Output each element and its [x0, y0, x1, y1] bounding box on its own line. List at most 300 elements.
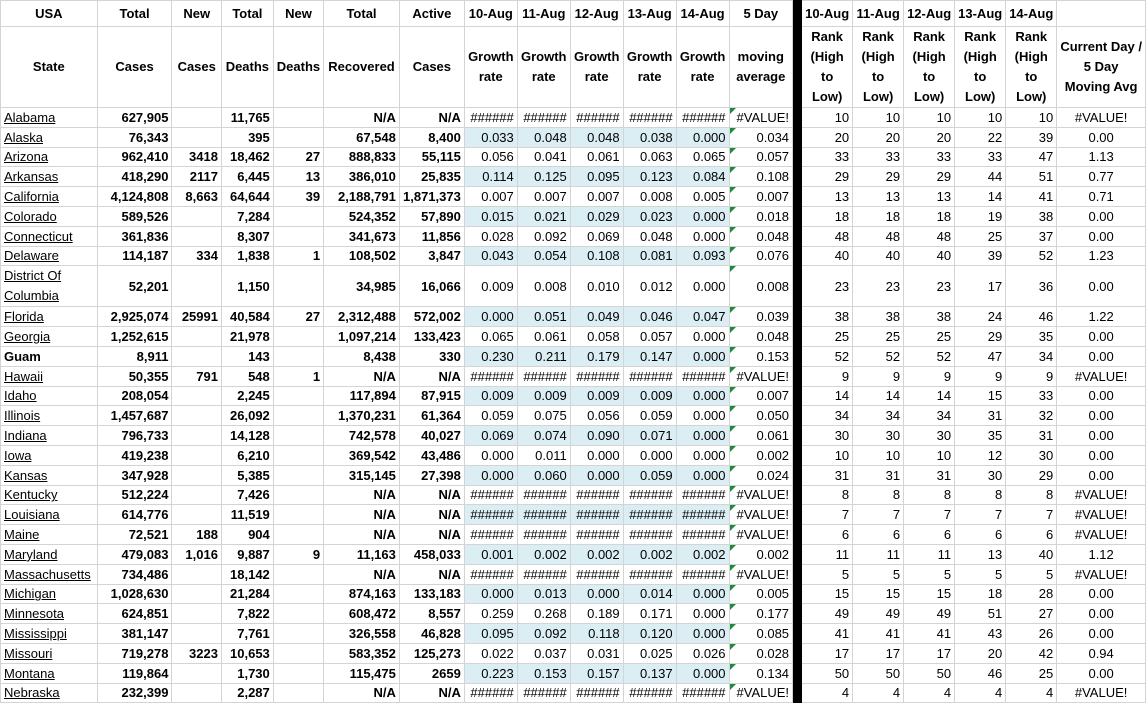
moving-average-cell[interactable]: 0.153: [729, 346, 793, 366]
state-link[interactable]: Delaware: [1, 246, 98, 266]
growth-rate-cell[interactable]: 0.037: [517, 643, 570, 663]
recovered-cell[interactable]: 369,542: [324, 445, 400, 465]
growth-rate-cell[interactable]: 0.029: [570, 206, 623, 226]
growth-rate-cell[interactable]: ######: [570, 108, 623, 128]
growth-rate-cell[interactable]: 0.000: [676, 604, 729, 624]
state-link[interactable]: Arizona: [1, 147, 98, 167]
new-cases-cell[interactable]: 791: [172, 366, 222, 386]
rank-cell[interactable]: 25: [904, 327, 955, 347]
new-cases-cell[interactable]: [172, 226, 222, 246]
header-cell[interactable]: 12-Aug: [904, 1, 955, 27]
rank-cell[interactable]: 29: [904, 167, 955, 187]
growth-rate-cell[interactable]: 0.179: [570, 346, 623, 366]
growth-rate-cell[interactable]: 0.000: [570, 445, 623, 465]
current-day-ratio-cell[interactable]: 0.00: [1057, 584, 1146, 604]
growth-rate-cell[interactable]: 0.069: [570, 226, 623, 246]
rank-cell[interactable]: 27: [1006, 604, 1057, 624]
rank-cell[interactable]: 52: [904, 346, 955, 366]
new-cases-cell[interactable]: 2117: [172, 167, 222, 187]
current-day-ratio-cell[interactable]: #VALUE!: [1057, 485, 1146, 505]
rank-cell[interactable]: 47: [955, 346, 1006, 366]
current-day-ratio-cell[interactable]: 0.71: [1057, 187, 1146, 207]
rank-cell[interactable]: 25: [955, 226, 1006, 246]
active-cases-cell[interactable]: N/A: [399, 485, 464, 505]
growth-rate-cell[interactable]: 0.025: [623, 643, 676, 663]
new-deaths-cell[interactable]: [273, 525, 323, 545]
current-day-ratio-cell[interactable]: #VALUE!: [1057, 525, 1146, 545]
growth-rate-cell[interactable]: 0.118: [570, 624, 623, 644]
header-cell[interactable]: 11-Aug: [517, 1, 570, 27]
growth-rate-cell[interactable]: ######: [623, 683, 676, 703]
new-deaths-cell[interactable]: [273, 465, 323, 485]
recovered-cell[interactable]: 1,370,231: [324, 406, 400, 426]
growth-rate-cell[interactable]: ######: [517, 485, 570, 505]
total-deaths-cell[interactable]: 26,092: [221, 406, 273, 426]
rank-cell[interactable]: 33: [1006, 386, 1057, 406]
header-cell[interactable]: Active: [399, 1, 464, 27]
rank-cell[interactable]: 48: [802, 226, 853, 246]
active-cases-cell[interactable]: 27,398: [399, 465, 464, 485]
rank-cell[interactable]: 35: [955, 426, 1006, 446]
growth-rate-cell[interactable]: ######: [570, 366, 623, 386]
growth-rate-cell[interactable]: 0.000: [676, 426, 729, 446]
rank-cell[interactable]: 52: [1006, 246, 1057, 266]
total-deaths-cell[interactable]: 2,245: [221, 386, 273, 406]
new-cases-cell[interactable]: [172, 406, 222, 426]
rank-cell[interactable]: 4: [955, 683, 1006, 703]
recovered-cell[interactable]: 67,548: [324, 127, 400, 147]
growth-rate-cell[interactable]: 0.015: [464, 206, 517, 226]
rank-cell[interactable]: 17: [904, 643, 955, 663]
active-cases-cell[interactable]: N/A: [399, 564, 464, 584]
recovered-cell[interactable]: 2,188,791: [324, 187, 400, 207]
growth-rate-cell[interactable]: ######: [517, 564, 570, 584]
growth-rate-cell[interactable]: 0.059: [464, 406, 517, 426]
growth-rate-cell[interactable]: ######: [623, 108, 676, 128]
total-cases-cell[interactable]: 962,410: [97, 147, 172, 167]
total-deaths-cell[interactable]: 18,142: [221, 564, 273, 584]
rank-cell[interactable]: 7: [955, 505, 1006, 525]
rank-cell[interactable]: 47: [1006, 147, 1057, 167]
growth-rate-cell[interactable]: 0.075: [517, 406, 570, 426]
growth-rate-cell[interactable]: ######: [517, 505, 570, 525]
rank-cell[interactable]: 20: [802, 127, 853, 147]
active-cases-cell[interactable]: 330: [399, 346, 464, 366]
rank-cell[interactable]: 41: [802, 624, 853, 644]
growth-rate-cell[interactable]: 0.000: [676, 206, 729, 226]
rank-cell[interactable]: 15: [802, 584, 853, 604]
rank-cell[interactable]: 17: [802, 643, 853, 663]
recovered-cell[interactable]: 11,163: [324, 544, 400, 564]
growth-rate-cell[interactable]: 0.056: [570, 406, 623, 426]
rank-cell[interactable]: 40: [853, 246, 904, 266]
active-cases-cell[interactable]: 133,183: [399, 584, 464, 604]
recovered-cell[interactable]: 386,010: [324, 167, 400, 187]
growth-rate-cell[interactable]: 0.046: [623, 307, 676, 327]
total-deaths-cell[interactable]: 904: [221, 525, 273, 545]
rank-cell[interactable]: 5: [853, 564, 904, 584]
new-deaths-cell[interactable]: 13: [273, 167, 323, 187]
growth-rate-cell[interactable]: 0.051: [517, 307, 570, 327]
growth-rate-cell[interactable]: ######: [623, 564, 676, 584]
rank-cell[interactable]: 52: [853, 346, 904, 366]
new-cases-cell[interactable]: 3223: [172, 643, 222, 663]
rank-cell[interactable]: 48: [904, 226, 955, 246]
new-cases-cell[interactable]: [172, 663, 222, 683]
rank-cell[interactable]: 14: [955, 187, 1006, 207]
growth-rate-cell[interactable]: 0.059: [623, 465, 676, 485]
rank-cell[interactable]: 33: [955, 147, 1006, 167]
new-deaths-cell[interactable]: 9: [273, 544, 323, 564]
growth-rate-cell[interactable]: 0.147: [623, 346, 676, 366]
rank-cell[interactable]: 8: [904, 485, 955, 505]
rank-cell[interactable]: 8: [802, 485, 853, 505]
rank-cell[interactable]: 18: [904, 206, 955, 226]
new-deaths-cell[interactable]: 39: [273, 187, 323, 207]
total-cases-cell[interactable]: 627,905: [97, 108, 172, 128]
total-cases-cell[interactable]: 796,733: [97, 426, 172, 446]
growth-rate-cell[interactable]: 0.049: [570, 307, 623, 327]
rank-cell[interactable]: 34: [904, 406, 955, 426]
new-cases-cell[interactable]: 3418: [172, 147, 222, 167]
current-day-ratio-cell[interactable]: 0.94: [1057, 643, 1146, 663]
new-cases-cell[interactable]: [172, 206, 222, 226]
growth-rate-cell[interactable]: 0.031: [570, 643, 623, 663]
current-day-ratio-cell[interactable]: 0.00: [1057, 624, 1146, 644]
growth-rate-cell[interactable]: ######: [517, 683, 570, 703]
header-cell[interactable]: Deaths: [221, 27, 273, 108]
moving-average-cell[interactable]: 0.005: [729, 584, 793, 604]
current-day-ratio-cell[interactable]: 0.00: [1057, 346, 1146, 366]
rank-cell[interactable]: 41: [853, 624, 904, 644]
rank-cell[interactable]: 10: [1006, 108, 1057, 128]
rank-cell[interactable]: 41: [1006, 187, 1057, 207]
current-day-ratio-cell[interactable]: #VALUE!: [1057, 564, 1146, 584]
recovered-cell[interactable]: 115,475: [324, 663, 400, 683]
current-day-ratio-cell[interactable]: 0.00: [1057, 386, 1146, 406]
total-cases-cell[interactable]: 624,851: [97, 604, 172, 624]
growth-rate-cell[interactable]: 0.061: [517, 327, 570, 347]
active-cases-cell[interactable]: 25,835: [399, 167, 464, 187]
recovered-cell[interactable]: 108,502: [324, 246, 400, 266]
rank-cell[interactable]: 34: [853, 406, 904, 426]
growth-rate-cell[interactable]: 0.009: [623, 386, 676, 406]
state-link[interactable]: Louisiana: [1, 505, 98, 525]
total-cases-cell[interactable]: 72,521: [97, 525, 172, 545]
new-cases-cell[interactable]: [172, 386, 222, 406]
moving-average-cell[interactable]: 0.076: [729, 246, 793, 266]
rank-cell[interactable]: 12: [955, 445, 1006, 465]
active-cases-cell[interactable]: 133,423: [399, 327, 464, 347]
total-cases-cell[interactable]: 208,054: [97, 386, 172, 406]
rank-cell[interactable]: 23: [853, 266, 904, 307]
rank-cell[interactable]: 31: [853, 465, 904, 485]
growth-rate-cell[interactable]: ######: [623, 366, 676, 386]
state-link[interactable]: Indiana: [1, 426, 98, 446]
header-cell[interactable]: Growth rate: [570, 27, 623, 108]
growth-rate-cell[interactable]: 0.023: [623, 206, 676, 226]
growth-rate-cell[interactable]: 0.095: [570, 167, 623, 187]
growth-rate-cell[interactable]: ######: [623, 525, 676, 545]
total-cases-cell[interactable]: 1,252,615: [97, 327, 172, 347]
moving-average-cell[interactable]: 0.177: [729, 604, 793, 624]
moving-average-cell[interactable]: 0.007: [729, 386, 793, 406]
total-deaths-cell[interactable]: 6,445: [221, 167, 273, 187]
rank-cell[interactable]: 7: [802, 505, 853, 525]
rank-cell[interactable]: 31: [802, 465, 853, 485]
rank-cell[interactable]: 51: [955, 604, 1006, 624]
rank-cell[interactable]: 30: [904, 426, 955, 446]
rank-cell[interactable]: 38: [904, 307, 955, 327]
growth-rate-cell[interactable]: 0.008: [517, 266, 570, 307]
moving-average-cell[interactable]: #VALUE!: [729, 366, 793, 386]
total-deaths-cell[interactable]: 64,644: [221, 187, 273, 207]
total-deaths-cell[interactable]: 548: [221, 366, 273, 386]
total-cases-cell[interactable]: 1,457,687: [97, 406, 172, 426]
growth-rate-cell[interactable]: 0.095: [464, 624, 517, 644]
new-deaths-cell[interactable]: [273, 127, 323, 147]
rank-cell[interactable]: 9: [955, 366, 1006, 386]
rank-cell[interactable]: 34: [802, 406, 853, 426]
rank-cell[interactable]: 30: [853, 426, 904, 446]
moving-average-cell[interactable]: 0.002: [729, 544, 793, 564]
rank-cell[interactable]: 30: [802, 426, 853, 446]
recovered-cell[interactable]: 1,097,214: [324, 327, 400, 347]
recovered-cell[interactable]: N/A: [324, 564, 400, 584]
recovered-cell[interactable]: N/A: [324, 505, 400, 525]
rank-cell[interactable]: 13: [853, 187, 904, 207]
growth-rate-cell[interactable]: ######: [570, 505, 623, 525]
header-cell[interactable]: 13-Aug: [623, 1, 676, 27]
header-cell[interactable]: USA: [1, 1, 98, 27]
recovered-cell[interactable]: 117,894: [324, 386, 400, 406]
new-deaths-cell[interactable]: [273, 266, 323, 307]
header-cell[interactable]: Cases: [97, 27, 172, 108]
total-cases-cell[interactable]: 4,124,808: [97, 187, 172, 207]
growth-rate-cell[interactable]: 0.048: [570, 127, 623, 147]
growth-rate-cell[interactable]: 0.011: [517, 445, 570, 465]
header-cell[interactable]: New: [172, 1, 222, 27]
rank-cell[interactable]: 29: [955, 327, 1006, 347]
active-cases-cell[interactable]: 43,486: [399, 445, 464, 465]
moving-average-cell[interactable]: #VALUE!: [729, 564, 793, 584]
rank-cell[interactable]: 9: [802, 366, 853, 386]
rank-cell[interactable]: 4: [802, 683, 853, 703]
recovered-cell[interactable]: 524,352: [324, 206, 400, 226]
active-cases-cell[interactable]: 87,915: [399, 386, 464, 406]
rank-cell[interactable]: 10: [904, 445, 955, 465]
total-deaths-cell[interactable]: 7,761: [221, 624, 273, 644]
current-day-ratio-cell[interactable]: #VALUE!: [1057, 505, 1146, 525]
header-cell[interactable]: 14-Aug: [1006, 1, 1057, 27]
total-cases-cell[interactable]: 361,836: [97, 226, 172, 246]
growth-rate-cell[interactable]: 0.057: [623, 327, 676, 347]
total-cases-cell[interactable]: 381,147: [97, 624, 172, 644]
rank-cell[interactable]: 52: [802, 346, 853, 366]
new-deaths-cell[interactable]: [273, 485, 323, 505]
total-deaths-cell[interactable]: 395: [221, 127, 273, 147]
new-deaths-cell[interactable]: [273, 406, 323, 426]
rank-cell[interactable]: 39: [1006, 127, 1057, 147]
growth-rate-cell[interactable]: 0.000: [464, 465, 517, 485]
total-deaths-cell[interactable]: 40,584: [221, 307, 273, 327]
rank-cell[interactable]: 33: [904, 147, 955, 167]
moving-average-cell[interactable]: 0.024: [729, 465, 793, 485]
rank-cell[interactable]: 7: [853, 505, 904, 525]
rank-cell[interactable]: 9: [1006, 366, 1057, 386]
recovered-cell[interactable]: N/A: [324, 366, 400, 386]
moving-average-cell[interactable]: 0.057: [729, 147, 793, 167]
rank-cell[interactable]: 49: [904, 604, 955, 624]
header-cell[interactable]: 14-Aug: [676, 1, 729, 27]
current-day-ratio-cell[interactable]: 0.77: [1057, 167, 1146, 187]
new-cases-cell[interactable]: [172, 505, 222, 525]
growth-rate-cell[interactable]: 0.000: [464, 307, 517, 327]
rank-cell[interactable]: 5: [802, 564, 853, 584]
rank-cell[interactable]: 14: [802, 386, 853, 406]
growth-rate-cell[interactable]: 0.065: [464, 327, 517, 347]
recovered-cell[interactable]: 583,352: [324, 643, 400, 663]
new-deaths-cell[interactable]: [273, 346, 323, 366]
rank-cell[interactable]: 31: [904, 465, 955, 485]
header-cell[interactable]: 12-Aug: [570, 1, 623, 27]
rank-cell[interactable]: 6: [904, 525, 955, 545]
header-cell[interactable]: moving average: [729, 27, 793, 108]
new-deaths-cell[interactable]: [273, 584, 323, 604]
rank-cell[interactable]: 38: [853, 307, 904, 327]
total-cases-cell[interactable]: 734,486: [97, 564, 172, 584]
state-link[interactable]: Massachusetts: [1, 564, 98, 584]
active-cases-cell[interactable]: 572,002: [399, 307, 464, 327]
total-deaths-cell[interactable]: 7,284: [221, 206, 273, 226]
rank-cell[interactable]: 11: [802, 544, 853, 564]
moving-average-cell[interactable]: #VALUE!: [729, 683, 793, 703]
growth-rate-cell[interactable]: ######: [570, 485, 623, 505]
moving-average-cell[interactable]: #VALUE!: [729, 525, 793, 545]
growth-rate-cell[interactable]: 0.000: [676, 465, 729, 485]
state-link[interactable]: Colorado: [1, 206, 98, 226]
growth-rate-cell[interactable]: 0.171: [623, 604, 676, 624]
growth-rate-cell[interactable]: ######: [676, 525, 729, 545]
header-cell[interactable]: Growth rate: [676, 27, 729, 108]
state-link[interactable]: Alabama: [1, 108, 98, 128]
rank-cell[interactable]: 6: [1006, 525, 1057, 545]
header-cell[interactable]: Growth rate: [623, 27, 676, 108]
rank-cell[interactable]: 10: [955, 108, 1006, 128]
state-link[interactable]: Minnesota: [1, 604, 98, 624]
rank-cell[interactable]: 25: [802, 327, 853, 347]
growth-rate-cell[interactable]: 0.056: [464, 147, 517, 167]
rank-cell[interactable]: 5: [955, 564, 1006, 584]
active-cases-cell[interactable]: 3,847: [399, 246, 464, 266]
state-link[interactable]: Mississippi: [1, 624, 98, 644]
total-cases-cell[interactable]: 1,028,630: [97, 584, 172, 604]
new-deaths-cell[interactable]: 27: [273, 147, 323, 167]
active-cases-cell[interactable]: 8,400: [399, 127, 464, 147]
growth-rate-cell[interactable]: ######: [676, 505, 729, 525]
header-cell[interactable]: Total: [221, 1, 273, 27]
rank-cell[interactable]: 40: [802, 246, 853, 266]
rank-cell[interactable]: 29: [1006, 465, 1057, 485]
header-cell[interactable]: Deaths: [273, 27, 323, 108]
rank-cell[interactable]: 31: [1006, 426, 1057, 446]
growth-rate-cell[interactable]: 0.074: [517, 426, 570, 446]
growth-rate-cell[interactable]: 0.000: [676, 226, 729, 246]
new-deaths-cell[interactable]: [273, 386, 323, 406]
new-cases-cell[interactable]: [172, 465, 222, 485]
total-deaths-cell[interactable]: 143: [221, 346, 273, 366]
state-link[interactable]: Nebraska: [1, 683, 98, 703]
rank-cell[interactable]: 30: [1006, 445, 1057, 465]
recovered-cell[interactable]: 742,578: [324, 426, 400, 446]
new-deaths-cell[interactable]: [273, 108, 323, 128]
header-cell[interactable]: 11-Aug: [853, 1, 904, 27]
growth-rate-cell[interactable]: ######: [676, 683, 729, 703]
rank-cell[interactable]: 25: [1006, 663, 1057, 683]
active-cases-cell[interactable]: N/A: [399, 108, 464, 128]
rank-cell[interactable]: 26: [1006, 624, 1057, 644]
state-link[interactable]: Missouri: [1, 643, 98, 663]
rank-cell[interactable]: 8: [955, 485, 1006, 505]
rank-cell[interactable]: 35: [1006, 327, 1057, 347]
rank-cell[interactable]: 11: [853, 544, 904, 564]
growth-rate-cell[interactable]: ######: [464, 525, 517, 545]
total-deaths-cell[interactable]: 1,150: [221, 266, 273, 307]
header-cell[interactable]: Cases: [399, 27, 464, 108]
total-deaths-cell[interactable]: 6,210: [221, 445, 273, 465]
growth-rate-cell[interactable]: ######: [570, 564, 623, 584]
header-cell[interactable]: Total: [324, 1, 400, 27]
rank-cell[interactable]: 34: [1006, 346, 1057, 366]
state-link[interactable]: Guam: [1, 346, 98, 366]
growth-rate-cell[interactable]: 0.000: [676, 346, 729, 366]
rank-cell[interactable]: 10: [853, 445, 904, 465]
current-day-ratio-cell[interactable]: 0.00: [1057, 266, 1146, 307]
rank-cell[interactable]: 23: [904, 266, 955, 307]
rank-cell[interactable]: 38: [802, 307, 853, 327]
growth-rate-cell[interactable]: 0.041: [517, 147, 570, 167]
new-cases-cell[interactable]: 25991: [172, 307, 222, 327]
current-day-ratio-cell[interactable]: 0.00: [1057, 465, 1146, 485]
rank-cell[interactable]: 18: [853, 206, 904, 226]
current-day-ratio-cell[interactable]: 0.00: [1057, 206, 1146, 226]
moving-average-cell[interactable]: 0.007: [729, 187, 793, 207]
growth-rate-cell[interactable]: ######: [517, 525, 570, 545]
growth-rate-cell[interactable]: 0.137: [623, 663, 676, 683]
rank-cell[interactable]: 11: [904, 544, 955, 564]
recovered-cell[interactable]: 34,985: [324, 266, 400, 307]
rank-cell[interactable]: 14: [853, 386, 904, 406]
moving-average-cell[interactable]: 0.061: [729, 426, 793, 446]
header-cell[interactable]: 10-Aug: [802, 1, 853, 27]
rank-cell[interactable]: 6: [802, 525, 853, 545]
growth-rate-cell[interactable]: 0.000: [623, 445, 676, 465]
state-link[interactable]: Kansas: [1, 465, 98, 485]
current-day-ratio-cell[interactable]: #VALUE!: [1057, 108, 1146, 128]
growth-rate-cell[interactable]: 0.092: [517, 226, 570, 246]
growth-rate-cell[interactable]: 0.114: [464, 167, 517, 187]
growth-rate-cell[interactable]: 0.223: [464, 663, 517, 683]
growth-rate-cell[interactable]: 0.000: [676, 584, 729, 604]
new-cases-cell[interactable]: [172, 426, 222, 446]
rank-cell[interactable]: 20: [955, 643, 1006, 663]
new-deaths-cell[interactable]: 1: [273, 246, 323, 266]
new-deaths-cell[interactable]: [273, 663, 323, 683]
total-cases-cell[interactable]: 232,399: [97, 683, 172, 703]
growth-rate-cell[interactable]: 0.009: [464, 386, 517, 406]
growth-rate-cell[interactable]: ######: [676, 108, 729, 128]
growth-rate-cell[interactable]: 0.065: [676, 147, 729, 167]
